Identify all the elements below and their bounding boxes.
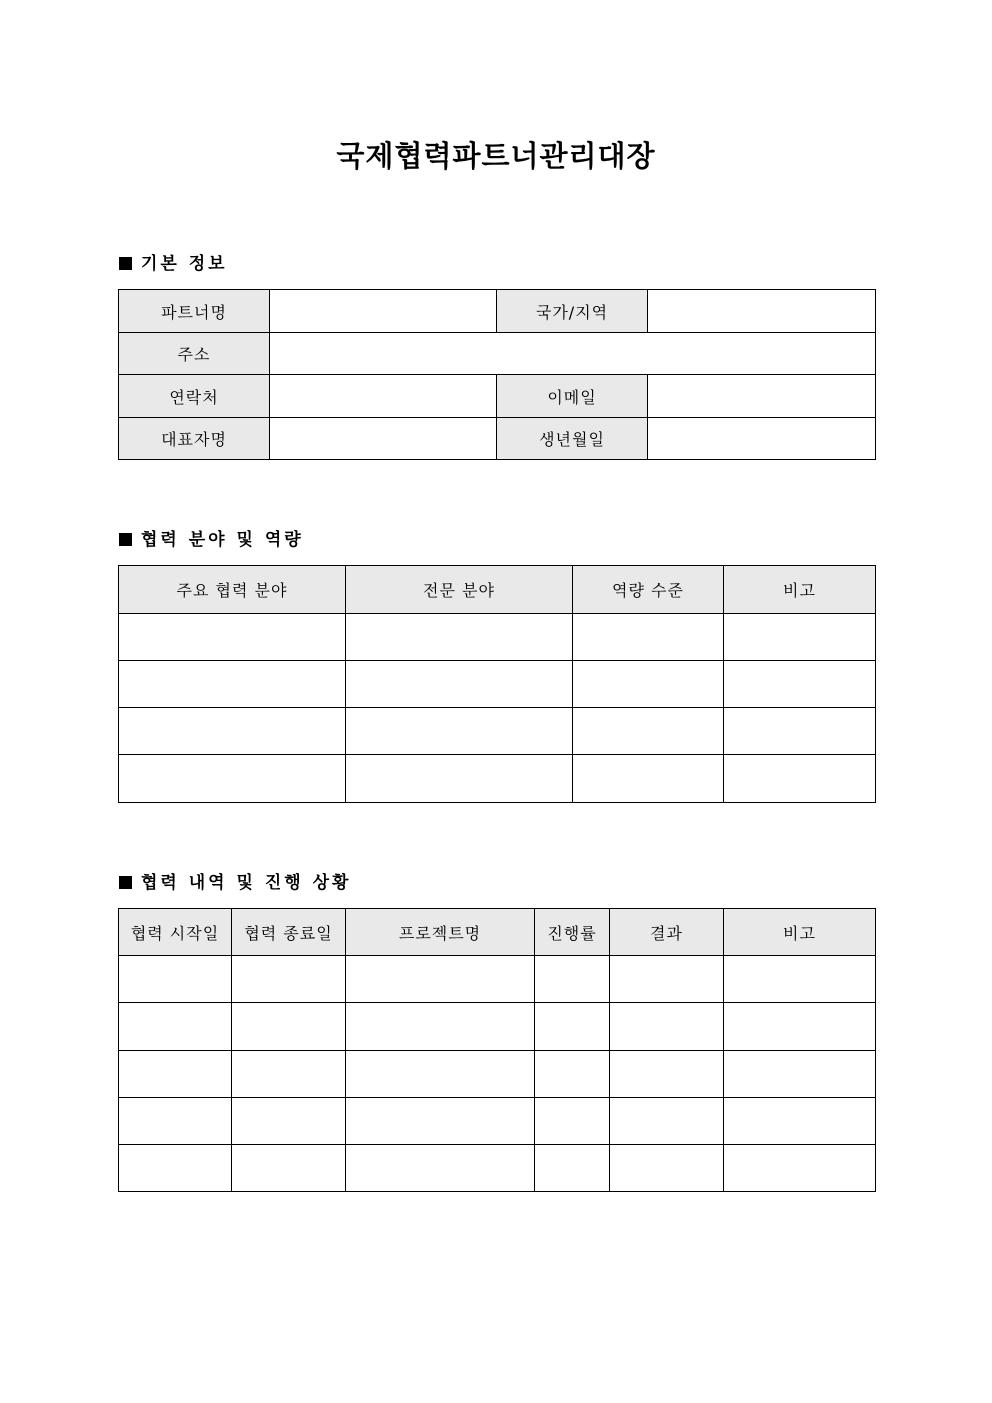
- email-field[interactable]: [648, 375, 876, 418]
- table-cell[interactable]: [346, 708, 573, 755]
- square-bullet-icon: [119, 257, 132, 270]
- table-cell[interactable]: [724, 956, 876, 1003]
- table-cell[interactable]: [724, 614, 876, 661]
- table-cell[interactable]: [724, 755, 876, 803]
- section-heading-text: 협력 내역 및 진행 상황: [141, 873, 352, 893]
- column-header: 비고: [724, 909, 876, 956]
- table-row: [119, 708, 876, 755]
- table-row: [119, 1098, 876, 1145]
- column-header: 협력 시작일: [119, 909, 232, 956]
- table-cell[interactable]: [346, 1145, 535, 1192]
- table-cell[interactable]: [232, 956, 346, 1003]
- table-row: [119, 614, 876, 661]
- table-cell[interactable]: [535, 956, 610, 1003]
- square-bullet-icon: [119, 533, 132, 546]
- table-cell[interactable]: [724, 661, 876, 708]
- table-cell[interactable]: [535, 1003, 610, 1051]
- table-cell[interactable]: [346, 661, 573, 708]
- table-cell[interactable]: [535, 1098, 610, 1145]
- table-header-row: [119, 566, 876, 614]
- table-cell[interactable]: [119, 708, 346, 755]
- table-row: [119, 1051, 876, 1098]
- table-cell[interactable]: [119, 1098, 232, 1145]
- table-cell[interactable]: [346, 755, 573, 803]
- table-row: [119, 956, 876, 1003]
- table-cell[interactable]: [535, 1145, 610, 1192]
- table-cell[interactable]: [573, 614, 724, 661]
- table-cell[interactable]: [573, 755, 724, 803]
- column-header: 주요 협력 분야: [119, 566, 346, 614]
- column-header: 역량 수준: [573, 566, 724, 614]
- table-cell[interactable]: [610, 1145, 724, 1192]
- table-cell[interactable]: [232, 1098, 346, 1145]
- table-cell[interactable]: [573, 661, 724, 708]
- table-row: [119, 755, 876, 803]
- table-cell[interactable]: [232, 1003, 346, 1051]
- table-cell[interactable]: [119, 614, 346, 661]
- table-cell[interactable]: [346, 1051, 535, 1098]
- table-cell[interactable]: [724, 1145, 876, 1192]
- section-heading-cooperation-fields: [119, 528, 304, 552]
- table-cell[interactable]: [346, 614, 573, 661]
- column-header: 프로젝트명: [346, 909, 535, 956]
- table-cell[interactable]: [610, 1051, 724, 1098]
- label-address: 주소: [119, 333, 270, 375]
- section-heading-basic-info: [119, 252, 228, 276]
- table-cell[interactable]: [346, 1098, 535, 1145]
- table-cell[interactable]: [119, 1003, 232, 1051]
- table-cell[interactable]: [346, 956, 535, 1003]
- page-title: 국제협력파트너관리대장: [336, 139, 656, 173]
- column-header: 결과: [610, 909, 724, 956]
- partner-name-field[interactable]: [270, 290, 497, 333]
- table-header-row: [119, 909, 876, 956]
- label-country-region: 국가/지역: [497, 290, 648, 333]
- cooperation-history-table: [118, 908, 876, 1192]
- table-row: [119, 418, 876, 460]
- table-row: [119, 333, 876, 375]
- representative-field[interactable]: [270, 418, 497, 460]
- basic-info-table: [118, 289, 876, 460]
- table-cell[interactable]: [535, 1051, 610, 1098]
- table-cell[interactable]: [610, 1003, 724, 1051]
- birth-date-field[interactable]: [648, 418, 876, 460]
- contact-field[interactable]: [270, 375, 497, 418]
- cooperation-fields-table: [118, 565, 876, 803]
- column-header: 비고: [724, 566, 876, 614]
- table-cell[interactable]: [119, 661, 346, 708]
- label-contact: 연락처: [119, 375, 270, 418]
- square-bullet-icon: [119, 876, 132, 889]
- table-cell[interactable]: [724, 1051, 876, 1098]
- table-cell[interactable]: [232, 1051, 346, 1098]
- table-cell[interactable]: [346, 1003, 535, 1051]
- country-region-field[interactable]: [648, 290, 876, 333]
- table-cell[interactable]: [724, 1098, 876, 1145]
- table-cell[interactable]: [119, 1145, 232, 1192]
- table-cell[interactable]: [610, 956, 724, 1003]
- section-heading-text: 협력 분야 및 역량: [141, 530, 304, 550]
- label-partner-name: 파트너명: [119, 290, 270, 333]
- address-field[interactable]: [270, 333, 876, 375]
- table-cell[interactable]: [119, 1051, 232, 1098]
- table-cell[interactable]: [232, 1145, 346, 1192]
- table-cell[interactable]: [573, 708, 724, 755]
- table-cell[interactable]: [119, 755, 346, 803]
- label-birth-date: 생년월일: [497, 418, 648, 460]
- table-cell[interactable]: [724, 708, 876, 755]
- table-cell[interactable]: [724, 1003, 876, 1051]
- table-cell[interactable]: [610, 1098, 724, 1145]
- label-representative: 대표자명: [119, 418, 270, 460]
- section-heading-cooperation-history: [119, 871, 351, 895]
- table-row: [119, 375, 876, 418]
- table-row: [119, 290, 876, 333]
- table-row: [119, 661, 876, 708]
- table-cell[interactable]: [119, 956, 232, 1003]
- column-header: 진행률: [535, 909, 610, 956]
- table-row: [119, 1003, 876, 1051]
- table-row: [119, 1145, 876, 1192]
- column-header: 협력 종료일: [232, 909, 346, 956]
- label-email: 이메일: [497, 375, 648, 418]
- column-header: 전문 분야: [346, 566, 573, 614]
- section-heading-text: 기본 정보: [141, 254, 228, 274]
